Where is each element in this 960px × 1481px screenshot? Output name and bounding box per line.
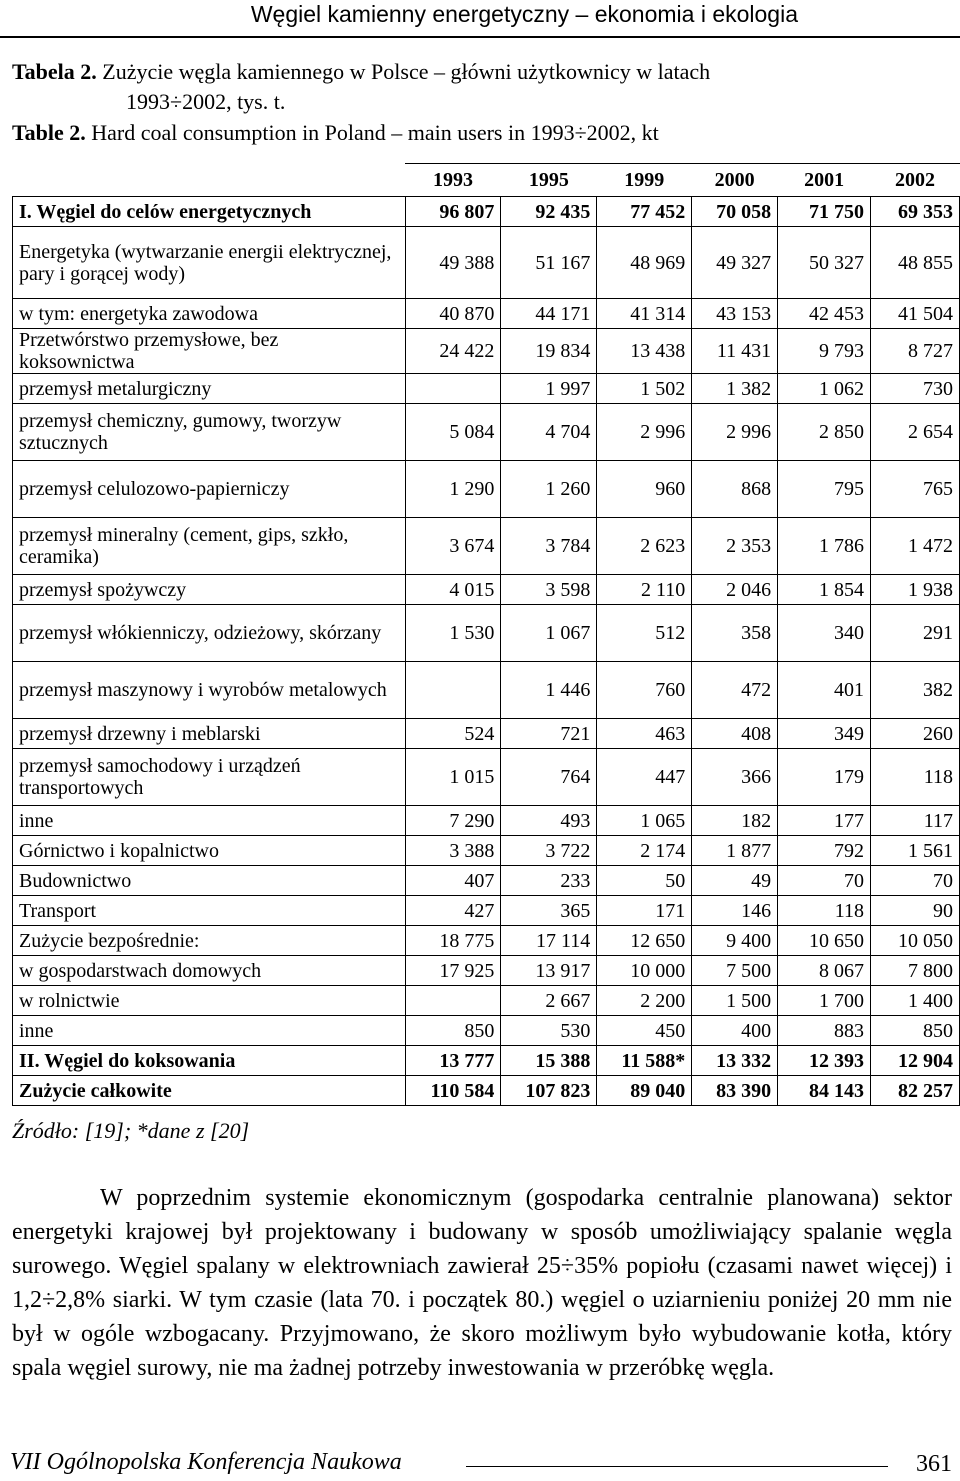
row-value: 13 777 (405, 1046, 501, 1076)
row-value: 70 058 (692, 197, 778, 227)
coal-consumption-table (12, 163, 960, 1106)
table-row (13, 1016, 960, 1046)
row-label: w tym: energetyka zawodowa (13, 299, 406, 329)
row-value: 721 (501, 719, 597, 749)
running-title: Węgiel kamienny energetyczny – ekonomia i ekologia (250, 1, 798, 27)
row-value: 48 855 (871, 227, 960, 299)
row-value: 3 784 (501, 518, 597, 575)
row-label: w gospodarstwach domowych (13, 956, 406, 986)
row-value: 48 969 (597, 227, 692, 299)
row-value: 40 870 (405, 299, 501, 329)
row-value: 2 046 (692, 575, 778, 605)
row-value: 43 153 (692, 299, 778, 329)
row-value: 1 502 (597, 374, 692, 404)
table-row (13, 605, 960, 662)
row-value: 1 290 (405, 461, 501, 518)
row-value: 1 065 (597, 806, 692, 836)
caption-en-text: Hard coal consumption in Poland – main users in 1993÷2002, kt (91, 120, 659, 145)
row-value: 13 438 (597, 329, 692, 374)
table-row (13, 1046, 960, 1076)
caption-pl-label: Tabela 2. (12, 59, 97, 84)
row-value: 69 353 (871, 197, 960, 227)
row-value: 1 561 (871, 836, 960, 866)
row-value: 792 (778, 836, 871, 866)
row-value: 71 750 (778, 197, 871, 227)
row-value: 400 (692, 1016, 778, 1046)
row-value: 12 650 (597, 926, 692, 956)
row-value: 2 174 (597, 836, 692, 866)
footer-rule (466, 1466, 888, 1467)
row-value: 17 925 (405, 956, 501, 986)
header-row (13, 164, 960, 197)
row-value: 118 (871, 749, 960, 806)
year-header: 1999 (597, 164, 692, 197)
row-value: 1 260 (501, 461, 597, 518)
row-value: 2 850 (778, 404, 871, 461)
row-value: 182 (692, 806, 778, 836)
source-note: Źródło: [19]; *dane z [20] (12, 1118, 250, 1143)
row-value: 447 (597, 749, 692, 806)
header-blank-cell (13, 164, 406, 197)
row-label: Zużycie bezpośrednie: (13, 926, 406, 956)
row-label: przemysł mineralny (cement, gips, szkło, ceramika) (13, 518, 406, 575)
row-label: inne (13, 1016, 406, 1046)
year-header: 2001 (778, 164, 871, 197)
row-value: 512 (597, 605, 692, 662)
row-value: 70 (778, 866, 871, 896)
row-value: 179 (778, 749, 871, 806)
row-value: 1 472 (871, 518, 960, 575)
row-value: 730 (871, 374, 960, 404)
row-value: 8 067 (778, 956, 871, 986)
body-paragraph-text: W poprzednim systemie ekonomicznym (gospodarka centralnie planowana) sektor energetyki krajowej był projektowany i budowany w sposób umożliwiający spalanie węgla surowego. Węgiel spalany w elektrowniach zawierał 25÷35% popiołu (czasami nawet więcej) i 1,2÷2,8% siarki. W tym czasie (lata 70. i początek 80.) węgiel o uziarnieniu poniżej 20 mm nie był w ogóle wzbogacany. Przyjmowano, że skoro możliwym było wybudowanie kotła, który spala węgiel surowy, nie ma żadnej potrzeby inwestowania w przeróbkę węgla. (12, 1185, 952, 1381)
row-value: 82 257 (871, 1076, 960, 1106)
table-row (13, 806, 960, 836)
table-row (13, 662, 960, 719)
row-value: 8 727 (871, 329, 960, 374)
row-value: 84 143 (778, 1076, 871, 1106)
row-value: 5 084 (405, 404, 501, 461)
table-row (13, 749, 960, 806)
table-caption-en (12, 118, 659, 148)
row-label: przemysł drzewny i meblarski (13, 719, 406, 749)
row-value: 450 (597, 1016, 692, 1046)
row-value: 960 (597, 461, 692, 518)
row-value: 18 775 (405, 926, 501, 956)
row-value: 90 (871, 896, 960, 926)
row-label: przemysł włókienniczy, odzieżowy, skórzany (13, 605, 406, 662)
table-row (13, 227, 960, 299)
caption-en-label: Table 2. (12, 120, 86, 145)
row-value: 493 (501, 806, 597, 836)
row-value: 349 (778, 719, 871, 749)
row-value: 472 (692, 662, 778, 719)
row-value: 795 (778, 461, 871, 518)
row-value: 15 388 (501, 1046, 597, 1076)
table-row (13, 926, 960, 956)
row-label: przemysł maszynowy i wyrobów metalowych (13, 662, 406, 719)
row-value: 358 (692, 605, 778, 662)
row-value: 1 382 (692, 374, 778, 404)
row-value: 41 314 (597, 299, 692, 329)
row-value: 10 050 (871, 926, 960, 956)
row-value: 1 062 (778, 374, 871, 404)
row-label: przemysł chemiczny, gumowy, tworzyw sztucznych (13, 404, 406, 461)
row-value: 17 114 (501, 926, 597, 956)
body-paragraph (12, 1181, 952, 1385)
row-value: 171 (597, 896, 692, 926)
year-header: 1995 (501, 164, 597, 197)
row-value: 233 (501, 866, 597, 896)
row-value: 401 (778, 662, 871, 719)
row-value: 1 500 (692, 986, 778, 1016)
row-value: 427 (405, 896, 501, 926)
row-value: 868 (692, 461, 778, 518)
row-value: 7 500 (692, 956, 778, 986)
row-label: inne (13, 806, 406, 836)
row-value: 2 996 (692, 404, 778, 461)
table-caption-pl (12, 57, 710, 87)
row-value: 10 000 (597, 956, 692, 986)
row-value: 13 332 (692, 1046, 778, 1076)
row-value: 4 704 (501, 404, 597, 461)
table-row (13, 1076, 960, 1106)
row-value (405, 986, 501, 1016)
year-header: 2002 (871, 164, 960, 197)
row-value: 530 (501, 1016, 597, 1046)
row-value: 2 200 (597, 986, 692, 1016)
row-value: 7 800 (871, 956, 960, 986)
table-row (13, 575, 960, 605)
row-value: 2 996 (597, 404, 692, 461)
row-value: 7 290 (405, 806, 501, 836)
row-label: w rolnictwie (13, 986, 406, 1016)
row-value: 1 067 (501, 605, 597, 662)
table-row (13, 719, 960, 749)
row-label: przemysł samochodowy i urządzeń transportowych (13, 749, 406, 806)
row-value: 2 623 (597, 518, 692, 575)
row-value: 11 431 (692, 329, 778, 374)
row-value: 89 040 (597, 1076, 692, 1106)
row-value: 117 (871, 806, 960, 836)
row-value: 365 (501, 896, 597, 926)
row-value: 11 588* (597, 1046, 692, 1076)
row-value: 96 807 (405, 197, 501, 227)
row-value: 1 400 (871, 986, 960, 1016)
row-value: 524 (405, 719, 501, 749)
row-value: 883 (778, 1016, 871, 1046)
row-value: 3 722 (501, 836, 597, 866)
running-header (0, 0, 960, 38)
page-footer (10, 1449, 952, 1481)
row-value: 92 435 (501, 197, 597, 227)
row-value: 51 167 (501, 227, 597, 299)
row-value: 9 793 (778, 329, 871, 374)
table-row (13, 197, 960, 227)
row-value: 3 388 (405, 836, 501, 866)
table-row (13, 836, 960, 866)
row-value: 2 667 (501, 986, 597, 1016)
row-value: 408 (692, 719, 778, 749)
row-value: 3 598 (501, 575, 597, 605)
row-value: 1 700 (778, 986, 871, 1016)
row-value: 366 (692, 749, 778, 806)
row-label: przemysł metalurgiczny (13, 374, 406, 404)
row-value: 110 584 (405, 1076, 501, 1106)
row-value: 764 (501, 749, 597, 806)
row-value: 107 823 (501, 1076, 597, 1106)
year-header: 1993 (405, 164, 501, 197)
row-value: 70 (871, 866, 960, 896)
row-value: 42 453 (778, 299, 871, 329)
row-value: 760 (597, 662, 692, 719)
row-value: 146 (692, 896, 778, 926)
row-value: 49 (692, 866, 778, 896)
row-value: 291 (871, 605, 960, 662)
row-value: 1 446 (501, 662, 597, 719)
row-label: przemysł spożywczy (13, 575, 406, 605)
row-value: 50 327 (778, 227, 871, 299)
row-value: 24 422 (405, 329, 501, 374)
table-row (13, 956, 960, 986)
row-value: 2 654 (871, 404, 960, 461)
row-value: 44 171 (501, 299, 597, 329)
table-row (13, 866, 960, 896)
row-value: 10 650 (778, 926, 871, 956)
row-value: 12 393 (778, 1046, 871, 1076)
row-value: 1 530 (405, 605, 501, 662)
year-header: 2000 (692, 164, 778, 197)
row-value: 1 877 (692, 836, 778, 866)
row-label: Zużycie całkowite (13, 1076, 406, 1106)
table-row (13, 374, 960, 404)
row-label: przemysł celulozowo-papierniczy (13, 461, 406, 518)
row-value (405, 662, 501, 719)
row-value (405, 374, 501, 404)
row-value: 9 400 (692, 926, 778, 956)
row-value: 50 (597, 866, 692, 896)
row-value: 3 674 (405, 518, 501, 575)
row-value: 407 (405, 866, 501, 896)
table-row (13, 329, 960, 374)
row-label: II. Węgiel do koksowania (13, 1046, 406, 1076)
table-row (13, 518, 960, 575)
row-label: Budownictwo (13, 866, 406, 896)
table-row (13, 404, 960, 461)
row-value: 12 904 (871, 1046, 960, 1076)
row-value: 49 327 (692, 227, 778, 299)
row-label: Energetyka (wytwarzanie energii elektrycznej, pary i gorącej wody) (13, 227, 406, 299)
row-label: Górnictwo i kopalnictwo (13, 836, 406, 866)
table-caption-pl-cont: 1993÷2002, tys. t. (126, 89, 286, 114)
row-value: 850 (405, 1016, 501, 1046)
row-label: I. Węgiel do celów energetycznych (13, 197, 406, 227)
row-value: 850 (871, 1016, 960, 1046)
page-number: 361 (916, 1451, 952, 1477)
table-row (13, 986, 960, 1016)
row-value: 177 (778, 806, 871, 836)
row-value: 49 388 (405, 227, 501, 299)
row-value: 1 015 (405, 749, 501, 806)
row-value: 382 (871, 662, 960, 719)
row-value: 1 854 (778, 575, 871, 605)
row-label: Transport (13, 896, 406, 926)
table-row (13, 896, 960, 926)
row-value: 2 110 (597, 575, 692, 605)
table-row (13, 299, 960, 329)
row-value: 4 015 (405, 575, 501, 605)
row-value: 77 452 (597, 197, 692, 227)
row-value: 19 834 (501, 329, 597, 374)
row-value: 765 (871, 461, 960, 518)
row-value: 1 938 (871, 575, 960, 605)
row-value: 260 (871, 719, 960, 749)
row-value: 118 (778, 896, 871, 926)
row-value: 463 (597, 719, 692, 749)
row-value: 1 786 (778, 518, 871, 575)
caption-pl-text: Zużycie węgla kamiennego w Polsce – główni użytkownicy w latach (102, 59, 711, 84)
row-value: 13 917 (501, 956, 597, 986)
row-value: 1 997 (501, 374, 597, 404)
row-value: 2 353 (692, 518, 778, 575)
footer-conference: VII Ogólnopolska Konferencja Naukowa (10, 1449, 402, 1475)
row-value: 83 390 (692, 1076, 778, 1106)
row-label: Przetwórstwo przemysłowe, bez koksownictwa (13, 329, 406, 374)
table-row (13, 461, 960, 518)
row-value: 340 (778, 605, 871, 662)
row-value: 41 504 (871, 299, 960, 329)
